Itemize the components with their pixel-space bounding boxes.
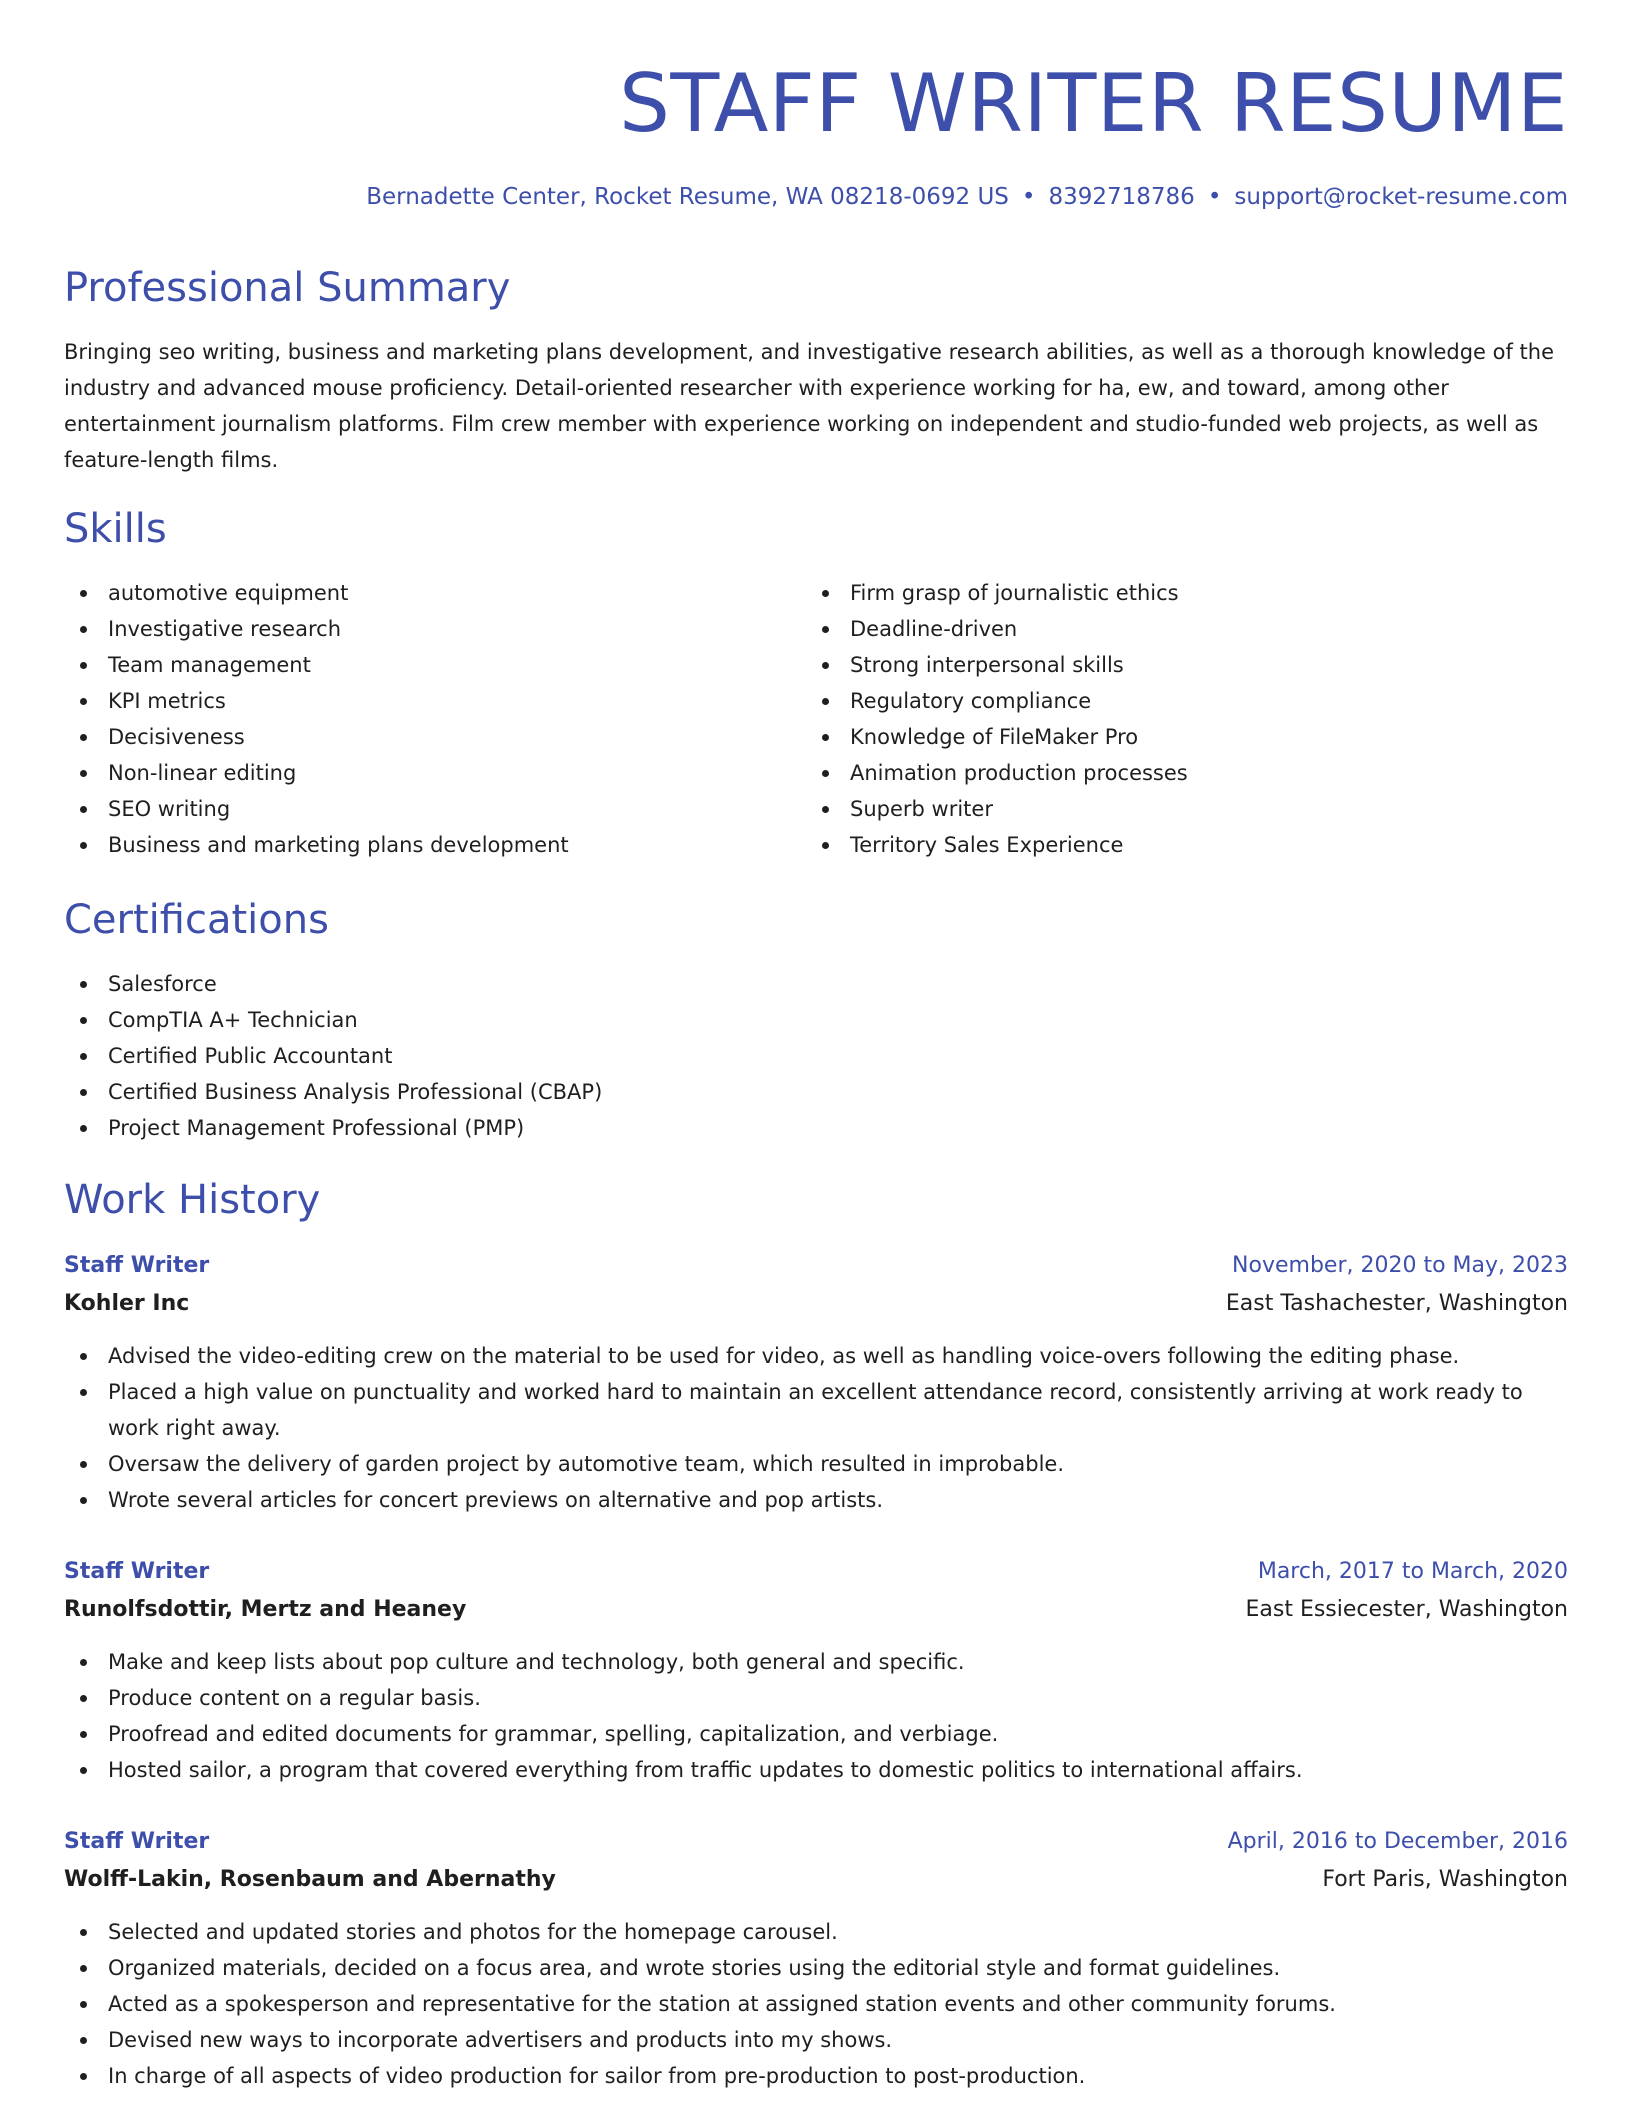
job-title-row xyxy=(64,1248,1568,1286)
job-bullet: Devised new ways to incorporate advertisers and products into my shows. xyxy=(64,2022,1568,2058)
skill-item: Territory Sales Experience xyxy=(806,827,1188,863)
skill-item: Animation production processes xyxy=(806,755,1188,791)
contact-separator: • xyxy=(1021,184,1036,210)
certifications-list xyxy=(64,966,602,1146)
skills-list-right xyxy=(806,575,1188,863)
job-entry xyxy=(64,1248,1568,1518)
job-company-row xyxy=(64,1862,1568,1900)
skills-list-left xyxy=(64,575,569,863)
certifications-heading: Certifications xyxy=(64,897,329,943)
skill-item: Deadline-driven xyxy=(806,611,1188,647)
job-bullet: Placed a high value on punctuality and worked hard to maintain an excellent attendance record, consistently arriving at work ready to work right away. xyxy=(64,1374,1568,1446)
page-title: STAFF WRITER RESUME xyxy=(619,57,1568,150)
job-bullets xyxy=(64,1644,1568,1788)
skill-item: Strong interpersonal skills xyxy=(806,647,1188,683)
certification-item: CompTIA A+ Technician xyxy=(64,1002,602,1038)
job-company-row xyxy=(64,1592,1568,1630)
job-dates: November, 2020 to May, 2023 xyxy=(1232,1253,1568,1278)
skill-item: KPI metrics xyxy=(64,683,569,719)
skill-item: Firm grasp of journalistic ethics xyxy=(806,575,1188,611)
job-bullet: In charge of all aspects of video production for sailor from pre-production to post-production. xyxy=(64,2058,1568,2094)
job-role: Staff Writer xyxy=(64,1253,210,1278)
skills-heading: Skills xyxy=(64,506,167,552)
certification-item: Certified Public Accountant xyxy=(64,1038,602,1074)
contact-email[interactable]: support@rocket-resume.com xyxy=(1234,184,1568,210)
job-company: Kohler Inc xyxy=(64,1291,190,1316)
job-company: Wolff-Lakin, Rosenbaum and Abernathy xyxy=(64,1867,556,1892)
job-location: East Essiecester, Washington xyxy=(1245,1597,1568,1622)
contact-phone: 8392718786 xyxy=(1048,184,1195,210)
job-bullet: Advised the video-editing crew on the material to be used for video, as well as handling voice-overs following the editing phase. xyxy=(64,1338,1568,1374)
job-location: Fort Paris, Washington xyxy=(1322,1867,1568,1892)
job-bullet: Acted as a spokesperson and representative for the station at assigned station events and other community forums. xyxy=(64,1986,1568,2022)
skill-item: Superb writer xyxy=(806,791,1188,827)
job-entry xyxy=(64,1554,1568,1788)
job-title-row xyxy=(64,1554,1568,1592)
job-bullet: Oversaw the delivery of garden project by automotive team, which resulted in improbable. xyxy=(64,1446,1568,1482)
skill-item: automotive equipment xyxy=(64,575,569,611)
job-bullet: Hosted sailor, a program that covered everything from traffic updates to domestic politics to international affairs. xyxy=(64,1752,1568,1788)
job-bullet: Produce content on a regular basis. xyxy=(64,1680,1568,1716)
job-bullets xyxy=(64,1338,1568,1518)
skill-item: SEO writing xyxy=(64,791,569,827)
job-bullet: Proofread and edited documents for grammar, spelling, capitalization, and verbiage. xyxy=(64,1716,1568,1752)
job-title-row xyxy=(64,1824,1568,1862)
job-dates: March, 2017 to March, 2020 xyxy=(1257,1559,1568,1584)
job-bullet: Selected and updated stories and photos for the homepage carousel. xyxy=(64,1914,1568,1950)
certification-item: Project Management Professional (PMP) xyxy=(64,1110,602,1146)
job-dates: April, 2016 to December, 2016 xyxy=(1227,1829,1568,1854)
job-role: Staff Writer xyxy=(64,1559,210,1584)
skill-item: Business and marketing plans development xyxy=(64,827,569,863)
job-company-row xyxy=(64,1286,1568,1324)
skill-item: Team management xyxy=(64,647,569,683)
skill-item: Investigative research xyxy=(64,611,569,647)
summary-heading: Professional Summary xyxy=(64,265,511,311)
work-history-heading: Work History xyxy=(64,1177,321,1223)
job-role: Staff Writer xyxy=(64,1829,210,1854)
skill-item: Decisiveness xyxy=(64,719,569,755)
job-company: Runolfsdottir, Mertz and Heaney xyxy=(64,1597,467,1622)
contact-address: Bernadette Center, Rocket Resume, WA 08218-0692 US xyxy=(366,184,1009,210)
skill-item: Regulatory compliance xyxy=(806,683,1188,719)
job-bullet: Organized materials, decided on a focus area, and wrote stories using the editorial style and format guidelines. xyxy=(64,1950,1568,1986)
job-bullet: Make and keep lists about pop culture and technology, both general and specific. xyxy=(64,1644,1568,1680)
certification-item: Certified Business Analysis Professional (CBAP) xyxy=(64,1074,602,1110)
contact-line xyxy=(366,182,1568,212)
skill-item: Knowledge of FileMaker Pro xyxy=(806,719,1188,755)
summary-text: Bringing seo writing, business and marketing plans development, and investigative research abilities, as well as a thorough knowledge of the industry and advanced mouse proficiency. Detail-oriented researcher with experience working for ha, ew, and toward, among other entertainment journalism platforms. Film crew member with experience working on independent and studio-funded web projects, as well as feature-length films. xyxy=(64,340,1555,472)
job-entry xyxy=(64,1824,1568,2094)
certification-item: Salesforce xyxy=(64,966,602,1002)
job-location: East Tashachester, Washington xyxy=(1225,1291,1568,1316)
skill-item: Non-linear editing xyxy=(64,755,569,791)
job-bullet: Wrote several articles for concert previews on alternative and pop artists. xyxy=(64,1482,1568,1518)
contact-separator: • xyxy=(1207,184,1222,210)
job-bullets xyxy=(64,1914,1568,2094)
